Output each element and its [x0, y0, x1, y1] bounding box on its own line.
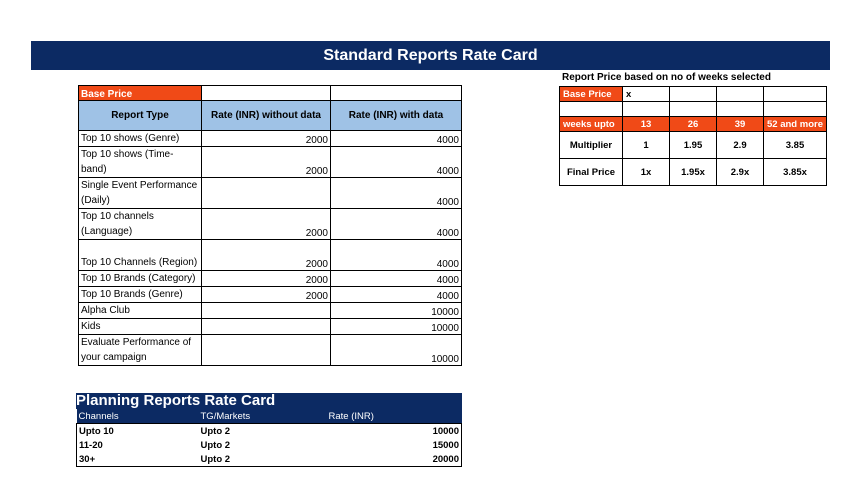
- planning-row: [77, 424, 462, 439]
- empty-cell: [764, 87, 827, 102]
- final-price-label: Final Price: [560, 159, 623, 186]
- weeks-26: 26: [670, 117, 717, 132]
- report-type-cell: [79, 271, 202, 287]
- multiplier-value: 1: [623, 132, 670, 159]
- table-row: [79, 131, 462, 147]
- standard-rate-table: [78, 85, 462, 366]
- final-price-value: 3.85x: [764, 159, 827, 186]
- rate-with-cell: 4000: [331, 178, 462, 209]
- report-type-line: band): [81, 164, 107, 175]
- empty-cell: [670, 87, 717, 102]
- rate-with-cell: 4000: [331, 131, 462, 147]
- table-row: [79, 178, 462, 209]
- report-type-cell: [79, 319, 202, 335]
- report-type-cell: [79, 287, 202, 303]
- planning-row: [77, 438, 462, 452]
- planning-rate-cell: 15000: [327, 438, 462, 452]
- rate-without-cell: 2000: [202, 209, 331, 240]
- table-row: [79, 303, 462, 319]
- header-rate-with: Rate (INR) with data: [331, 101, 462, 131]
- planning-header-tg: TG/Markets: [199, 409, 327, 424]
- table-row: [79, 287, 462, 303]
- table-row: [79, 147, 462, 178]
- planning-channels-cell: 30+: [77, 452, 199, 467]
- report-type-line: [81, 240, 199, 255]
- empty-cell: [764, 102, 827, 117]
- planning-rate-cell: 10000: [327, 424, 462, 439]
- multiplier-value: 1.95: [670, 132, 717, 159]
- rate-with-cell: 4000: [331, 209, 462, 240]
- table-row: [79, 240, 462, 271]
- weeks-upto-label: weeks upto: [560, 117, 623, 132]
- report-type-line: your campaign: [81, 352, 147, 363]
- weeks-52: 52 and more: [764, 117, 827, 132]
- base-price-row: [79, 86, 462, 101]
- final-price-value: 1.95x: [670, 159, 717, 186]
- report-type-cell: [79, 147, 202, 178]
- report-type-line: Top 10 Brands (Genre): [81, 289, 183, 300]
- report-type-line: Top 10 shows (Time-: [81, 149, 174, 160]
- empty-cell: [623, 102, 670, 117]
- report-type-line: (Language): [81, 226, 133, 237]
- report-type-cell: [79, 303, 202, 319]
- multiplier-value: 3.85: [764, 132, 827, 159]
- planning-header-row: [77, 409, 462, 424]
- rate-without-cell: [202, 319, 331, 335]
- report-type-cell: [79, 240, 202, 271]
- multiplier-value: 2.9: [717, 132, 764, 159]
- weeks-base-price-label: Base Price: [560, 87, 623, 102]
- rate-without-cell: [202, 178, 331, 209]
- report-type-line: (Daily): [81, 195, 110, 206]
- base-price-cell-2[interactable]: [331, 86, 462, 101]
- planning-tg-cell: Upto 2: [199, 452, 327, 467]
- planning-header-rate: Rate (INR): [327, 409, 462, 424]
- rate-with-cell: 10000: [331, 335, 462, 366]
- table-row: [79, 271, 462, 287]
- weeks-39: 39: [717, 117, 764, 132]
- page-title: Standard Reports Rate Card: [31, 41, 830, 70]
- rate-without-cell: 2000: [202, 131, 331, 147]
- report-type-line: Kids: [81, 321, 101, 332]
- rate-without-cell: [202, 303, 331, 319]
- final-price-value: 2.9x: [717, 159, 764, 186]
- weeks-spacer-row: [560, 102, 827, 117]
- rate-with-cell: 4000: [331, 240, 462, 271]
- weeks-base-row: [560, 87, 827, 102]
- planning-tg-cell: Upto 2: [200, 425, 231, 437]
- report-type-line: Top 10 Channels (Region): [81, 257, 198, 268]
- rate-without-cell: 2000: [202, 287, 331, 303]
- report-type-line: Top 10 Brands (Category): [81, 273, 196, 284]
- report-type-cell: [79, 209, 202, 240]
- weeks-upto-row: [560, 117, 827, 132]
- base-price-cell[interactable]: [202, 86, 331, 101]
- rate-with-cell: 10000: [331, 303, 462, 319]
- report-type-cell: [79, 335, 202, 366]
- report-type-line: Top 10 shows (Genre): [81, 133, 180, 144]
- rate-without-cell: 2000: [202, 271, 331, 287]
- report-type-cell: [79, 178, 202, 209]
- report-type-line: Alpha Club: [81, 305, 130, 316]
- rate-with-cell: 4000: [331, 271, 462, 287]
- table-row: [79, 319, 462, 335]
- empty-cell: [717, 87, 764, 102]
- report-type-line: Top 10 channels: [81, 211, 154, 222]
- final-price-value: 1x: [623, 159, 670, 186]
- empty-cell: [717, 102, 764, 117]
- rate-without-cell: [202, 335, 331, 366]
- planning-title: Planning Reports Rate Card: [76, 393, 462, 409]
- weeks-base-price-value[interactable]: x: [623, 87, 670, 102]
- header-report-type: Report Type: [79, 101, 202, 131]
- table-row: [79, 209, 462, 240]
- table-header-row: [79, 101, 462, 131]
- weeks-13: 13: [623, 117, 670, 132]
- table-row: [79, 335, 462, 366]
- final-price-row: [560, 159, 827, 186]
- header-rate-without: Rate (INR) without data: [202, 101, 331, 131]
- multiplier-row: [560, 132, 827, 159]
- rate-without-cell: 2000: [202, 147, 331, 178]
- report-type-cell: [79, 131, 202, 147]
- planning-tg-cell: Upto 2: [200, 439, 231, 451]
- planning-channels-cell: Upto 10: [77, 424, 199, 439]
- weeks-table-title: Report Price based on no of weeks selected: [562, 72, 771, 83]
- rate-without-cell: 2000: [202, 240, 331, 271]
- planning-header-channels: Channels: [77, 409, 199, 424]
- planning-rate-table: [76, 409, 462, 467]
- planning-row: [77, 452, 462, 467]
- empty-cell: [670, 102, 717, 117]
- rate-with-cell: 10000: [331, 319, 462, 335]
- empty-cell: [560, 102, 623, 117]
- weeks-rate-table: [559, 86, 827, 186]
- rate-with-cell: 4000: [331, 287, 462, 303]
- planning-rate-cell: 20000: [327, 452, 462, 467]
- report-type-line: Single Event Performance: [81, 180, 198, 191]
- rate-with-cell: 4000: [331, 147, 462, 178]
- report-type-line: Evaluate Performance of: [81, 337, 192, 348]
- base-price-label: Base Price: [79, 86, 202, 101]
- planning-channels-cell: 11-20: [77, 438, 199, 452]
- multiplier-label: Multiplier: [560, 132, 623, 159]
